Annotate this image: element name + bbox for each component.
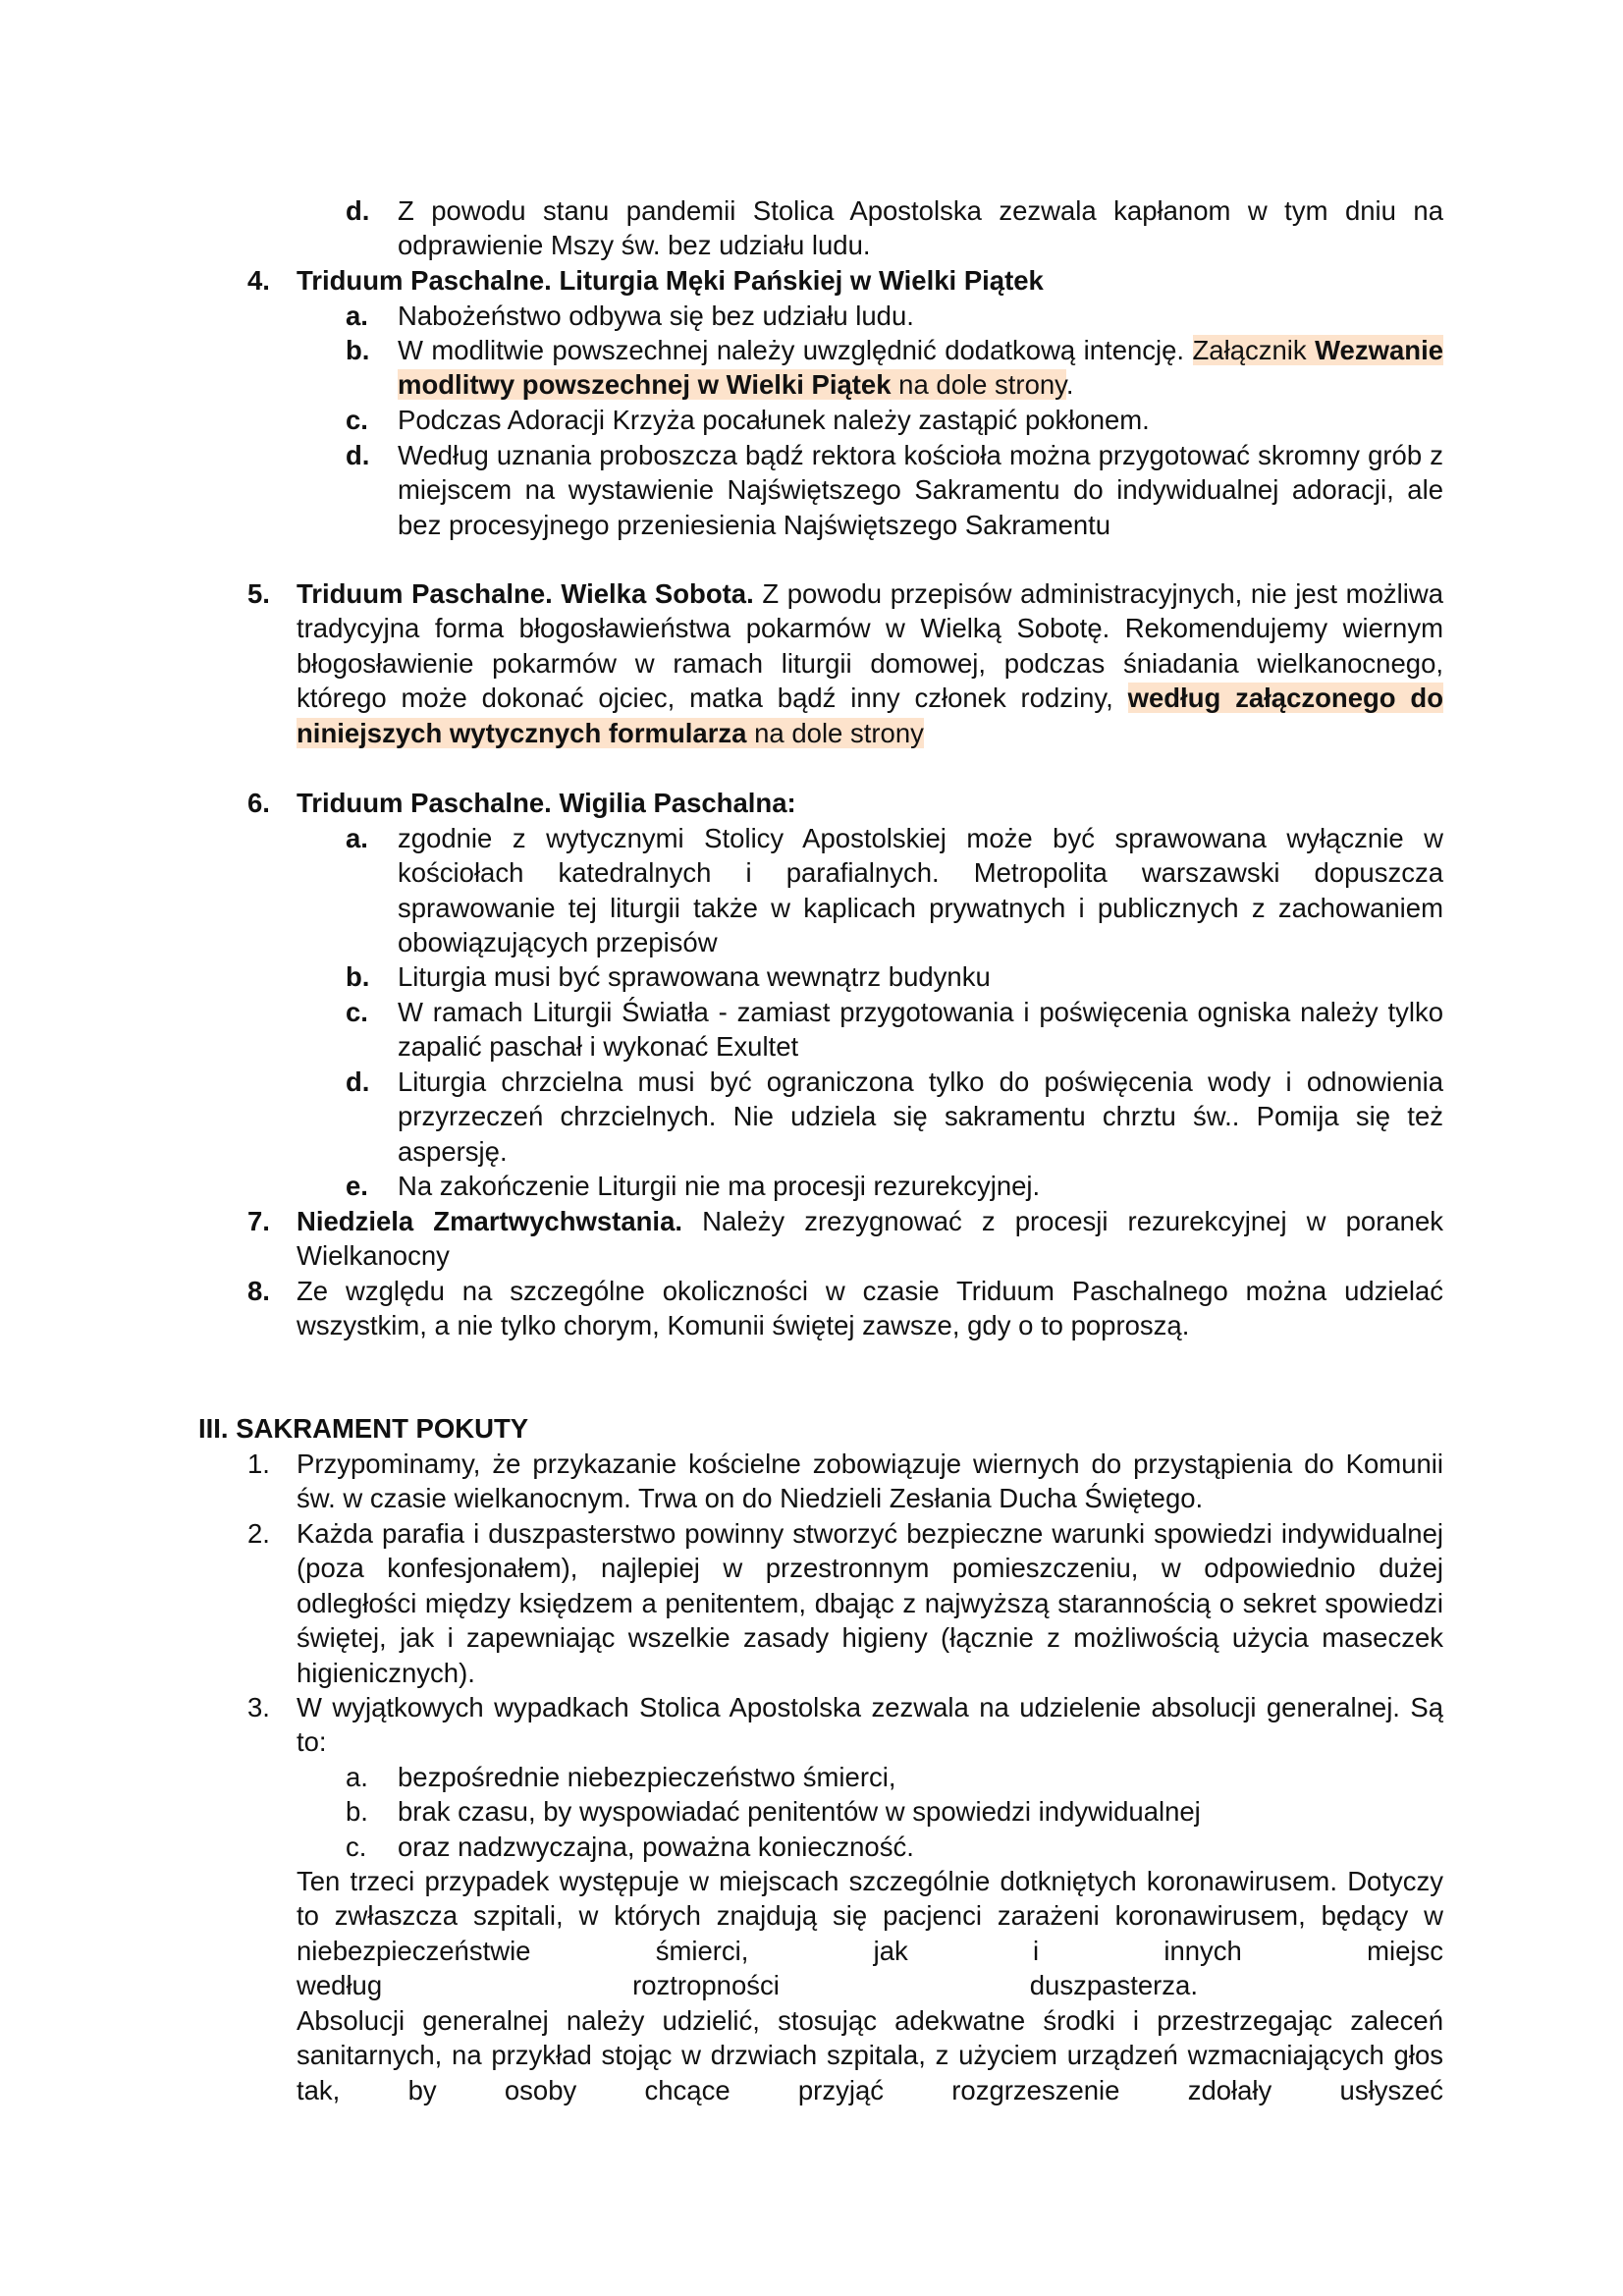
list-item-text: Nabożeństwo odbywa się bez udziału ludu. [398, 301, 914, 331]
list-item [346, 1794, 1443, 1829]
list-label: 4. [247, 265, 270, 296]
list-item [346, 193, 1443, 263]
list-item [346, 959, 1443, 994]
list-item [346, 1760, 1443, 1794]
list-label: 7. [247, 1206, 270, 1236]
list-label: d. [346, 440, 370, 470]
list-item [247, 1447, 1443, 1516]
list-item-text: W ramach Liturgii Światła - zamiast przygotowania i poświęcenia ogniska należy tylko zapalić paschał i wykonać Exultet [398, 997, 1443, 1063]
paragraph-text: Absolucji generalnej należy udzielić, stosując adekwatne środki i przestrzegając zaleceń sanitarnych, na przykład stojąc w drzwiach szpitala, z użyciem urządzeń wzmacniających głos tak, by osoby chcące przyjąć rozgrzeszenie zdołały usłyszeć [297, 2005, 1443, 2105]
list-item [247, 576, 1443, 750]
list-item-text: Przypominamy, że przykazanie kościelne zobowiązuje wiernych do przystąpienia do Komunii św. w czasie wielkanocnym. Trwa on do Niedzieli Zesłania Ducha Świętego. [297, 1449, 1443, 1514]
list-label: c. [346, 1831, 367, 1862]
list-label: d. [346, 1066, 370, 1097]
list-item-title: Triduum Paschalne. Wielka Sobota. [297, 578, 754, 609]
list-label: 5. [247, 578, 270, 609]
list-label: 6. [247, 788, 270, 818]
list-item-text [297, 1204, 1443, 1274]
list-item [346, 438, 1443, 542]
list-item [247, 263, 1443, 298]
list-item [346, 333, 1443, 403]
list-label: 3. [247, 1692, 270, 1722]
list-label: a. [346, 823, 368, 853]
list-item-text: Liturgia chrzcielna musi być ograniczona tylko do poświęcenia wody i odnowienia przyrzeczeń chrzcielnych. Nie udziela się sakramentu chrztu św.. Pomija się też aspersję. [398, 1066, 1443, 1167]
list-item [247, 1516, 1443, 1690]
list-label: c. [346, 997, 368, 1027]
list-item-text: Z powodu stanu pandemii Stolica Apostolska zezwala kapłanom w tym dniu na odprawienie Mszy św. bez udziału ludu. [398, 195, 1443, 261]
list-item-title: Niedziela Zmartwychwstania. [297, 1206, 682, 1236]
list-label: 8. [247, 1276, 270, 1306]
list-item-text: W modlitwie powszechnej należy uwzględnić dodatkową intencję. Załącznik Wezwanie modlitwy powszechnej w Wielki Piątek na dole strony. [398, 335, 1443, 401]
list-label: 1. [247, 1449, 270, 1479]
list-label: a. [346, 1762, 368, 1792]
list-item [346, 821, 1443, 960]
list-item [247, 1690, 1443, 1760]
list-item-title: Triduum Paschalne. Wigilia Paschalna: [297, 788, 796, 818]
highlight-annex: Załącznik Wezwanie modlitwy powszechnej w Wielki Piątek na dole strony [398, 335, 1443, 401]
list-item [346, 995, 1443, 1065]
list-label: c. [346, 405, 368, 435]
list-item-text: zgodnie z wytycznymi Stolicy Apostolskiej może być sprawowana wyłącznie w kościołach katedralnych i parafialnych. Metropolita warszawski dopuszcza sprawowanie tej liturgii także w kaplicach prywatnych i publicznych z zachowaniem obowiązujących przepisów [398, 823, 1443, 958]
paragraph [297, 2003, 1443, 2107]
list-item [346, 1065, 1443, 1169]
list-label: b. [346, 1796, 368, 1827]
list-item-text: Na zakończenie Liturgii nie ma procesji rezurekcyjnej. [398, 1171, 1041, 1201]
list-item-title: Triduum Paschalne. Liturgia Męki Pańskiej w Wielki Piątek [297, 265, 1044, 296]
list-item [346, 299, 1443, 333]
list-item-text: Podczas Adoracji Krzyża pocałunek należy zastąpić pokłonem. [398, 405, 1150, 435]
list-item-text: Ze względu na szczególne okoliczności w czasie Triduum Paschalnego można udzielać wszystkim, a nie tylko chorym, Komunii świętej zawsze, gdy o to poproszą. [297, 1276, 1443, 1341]
list-item [247, 786, 1443, 820]
list-label: b. [346, 335, 370, 365]
body-text: W modlitwie powszechnej należy uwzględnić dodatkową intencję. [398, 335, 1185, 365]
list-item-text: oraz nadzwyczajna, poważna konieczność. [398, 1831, 914, 1862]
list-item [346, 403, 1443, 437]
body-text: Z powodu przepisów administracyjnych, nie jest możliwa tradycyjna forma błogosławieństwa pokarmów w Wielką Sobotę. Rekomendujemy wiernym błogosławienie pokarmów w ramach liturgii domowej, podczas śniadania wielkanocnego, którego może dokonać ojciec, matka bądź inny członek rodziny, [297, 578, 1443, 714]
list-item-text: W wyjątkowych wypadkach Stolica Apostolska zezwala na udzielenie absolucji generalnej. Są to: [297, 1692, 1443, 1758]
paragraph-text: Ten trzeci przypadek występuje w miejscach szczególnie dotkniętych koronawirusem. Dotyczy to zwłaszcza szpitali, w których znajdują się pacjenci zarażeni koronawirusem, będący w niebezpieczeństwie śmierci, jak i innych miejsc [297, 1866, 1443, 1966]
list-item-text: Według uznania proboszcza bądź rektora kościoła można przygotować skromny grób z miejscem na wystawienie Najświętszego Sakramentu do indywidualnej adoracji, ale bez procesyjnego przeniesienia Najświętszego Sakramentu [398, 440, 1443, 540]
highlight-form: według załączonego do niniejszych wytycznych formularza na dole strony [297, 683, 1444, 748]
list-item [346, 1830, 1443, 1864]
body-text: Należy zrezygnować z procesji rezurekcyjnej w poranek Wielkanocny [297, 1206, 1443, 1272]
list-item-text: Każda parafia i duszpasterstwo powinny stworzyć bezpieczne warunki spowiedzi indywidualnej (poza konfesjonałem), najlepiej w przestronnym pomieszczeniu, w odpowiednio dużej odległości między księdzem a penitentem, dbając z najwyższą starannością o sekret spowiedzi świętej, jak i zapewniając wszelkie zasady higieny (łącznie z możliwością użycia maseczek higienicznych). [297, 1518, 1443, 1688]
section-heading: III. SAKRAMENT POKUTY [198, 1413, 529, 1444]
list-label: a. [346, 301, 368, 331]
list-item-text: Liturgia musi być sprawowana wewnątrz budynku [398, 961, 991, 992]
list-item [247, 1274, 1443, 1343]
list-item-text: brak czasu, by wyspowiadać penitentów w spowiedzi indywidualnej [398, 1796, 1201, 1827]
list-label: b. [346, 961, 370, 992]
paragraph [297, 1864, 1443, 2003]
list-item [247, 1204, 1443, 1274]
paragraph-last-line: według roztropności duszpasterza. [297, 1970, 1198, 2001]
list-item-text [297, 576, 1443, 750]
list-item-text: bezpośrednie niebezpieczeństwo śmierci, [398, 1762, 896, 1792]
list-label: e. [346, 1171, 368, 1201]
list-label: d. [346, 195, 370, 226]
list-item [346, 1169, 1443, 1203]
list-label: 2. [247, 1518, 270, 1549]
